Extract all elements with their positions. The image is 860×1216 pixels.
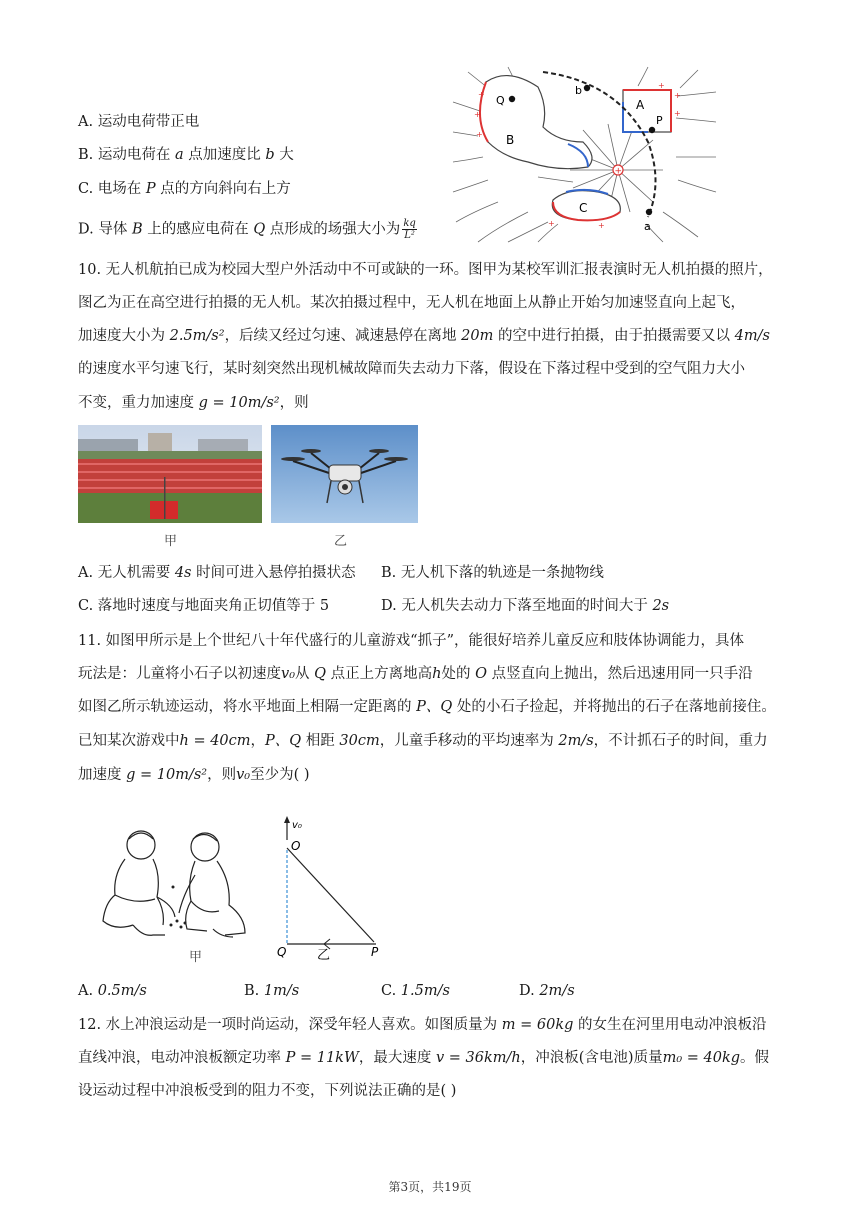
q9-option-a: A. 运动电荷带正电 bbox=[78, 114, 200, 130]
fig-label-A: A bbox=[636, 98, 645, 112]
q10-option-a: A. 无人机需要 4s 时间可进入悬停拍摄状态 bbox=[78, 565, 356, 581]
q11-option-b: B. 1m/s bbox=[244, 983, 300, 999]
fig-label-P: P bbox=[656, 114, 663, 127]
fig-caption-yi: 乙 bbox=[317, 948, 331, 960]
q11-figure-yi bbox=[272, 812, 392, 960]
q10-option-d: D. 无人机失去动力下落至地面的时间大于 2s bbox=[381, 598, 670, 614]
q10-option-c: C. 落地时速度与地面夹角正切值等于 5 bbox=[78, 598, 330, 614]
q10-photo-jia bbox=[78, 425, 262, 523]
fig-label-b: b bbox=[575, 84, 582, 97]
q9-fraction: $\frac{kq}{\text{L²}}$ bbox=[403, 218, 416, 241]
q9-electric-field-figure bbox=[448, 62, 720, 246]
fig-label-Q: Q bbox=[277, 945, 287, 959]
q11-option-d: D. 2m/s bbox=[519, 983, 575, 999]
q11-stem-line-2: 玩法是：儿童将小石子以初速度v₀从 Q 点正上方离地高h处的 O 点竖直向上抛出，然后迅速用同一只手沿 bbox=[78, 666, 753, 682]
q12-stem-line-2: 直线冲浪，电动冲浪板额定功率 P = 11kW，最大速度 v = 36km/h，冲浪板(含电池)质量m₀ = 40kg。假 bbox=[78, 1050, 770, 1066]
fig-label-B: B bbox=[506, 133, 515, 147]
fig-label-v0: v₀ bbox=[292, 820, 302, 831]
q10-caption-jia: 甲 bbox=[164, 534, 178, 549]
page-footer: 第3页，共19页 bbox=[388, 1180, 472, 1194]
q9-option-c: C. 电场在 P 点的方向斜向右上方 bbox=[78, 181, 291, 197]
q11-stem-line-1: 11. 如图甲所示是上个世纪八十年代盛行的儿童游戏“抓子”，能很好培养儿童反应和肢体协调能力，具体 bbox=[78, 633, 744, 649]
q10-caption-yi: 乙 bbox=[334, 534, 348, 549]
q9-option-d: D. 导体 B 上的感应电荷在 Q 点形成的场强大小为 $\frac{kq}{\text{L²}}$ bbox=[78, 218, 416, 241]
svg-text:+: + bbox=[674, 109, 681, 118]
svg-text:+: + bbox=[674, 91, 681, 100]
q10-stem-line-3: 加速度大小为 2.5m/s²，后续又经过匀速、减速悬停在离地 20m 的空中进行拍摄，由于拍摄需要又以 4m/s bbox=[78, 328, 770, 344]
svg-text:+: + bbox=[658, 81, 665, 90]
fig-label-P: P bbox=[371, 945, 379, 959]
q10-stem-line-5: 不变，重力加速度 g = 10m/s²，则 bbox=[78, 395, 309, 411]
q11-option-a: A. 0.5m/s bbox=[78, 983, 147, 999]
q11-stem-line-4: 已知某次游戏中h = 40cm，P、Q 相距 30cm，儿童手移动的平均速率为 2m/s，不计抓石子的时间，重力 bbox=[78, 733, 768, 749]
q11-stem-line-5: 加速度 g = 10m/s²，则v₀至少为( ) bbox=[78, 767, 310, 783]
svg-text:+: + bbox=[476, 130, 483, 139]
svg-text:+: + bbox=[478, 90, 485, 99]
svg-text:+: + bbox=[614, 166, 623, 177]
q10-photo-yi bbox=[271, 425, 418, 523]
q10-option-b: B. 无人机下落的轨迹是一条抛物线 bbox=[381, 565, 604, 581]
fig-label-Q: Q bbox=[496, 94, 505, 107]
q12-stem-line-1: 12. 水上冲浪运动是一项时尚运动，深受年轻人喜欢。如图质量为 m = 60kg 的女生在河里用电动冲浪板沿 bbox=[78, 1017, 767, 1033]
q10-stem-line-1: 10. 无人机航拍已成为校园大型户外活动中不可或缺的一环。图甲为某校军训汇报表演时无人机拍摄的照片， bbox=[78, 262, 773, 278]
q11-option-c: C. 1.5m/s bbox=[381, 983, 450, 999]
svg-text:+: + bbox=[598, 221, 605, 230]
q10-stem-line-4: 的速度水平匀速飞行，某时刻突然出现机械故障而失去动力下落，假设在下落过程中受到的空气阻力大小 bbox=[78, 361, 745, 377]
fig-label-a: a bbox=[644, 220, 651, 233]
svg-text:+: + bbox=[548, 219, 555, 228]
q11-stem-line-3: 如图乙所示轨迹运动，将水平地面上相隔一定距离的 P、Q 处的小石子捡起，并将抛出的石子在落地前接住。 bbox=[78, 699, 776, 715]
q12-stem-line-3: 设运动过程中冲浪板受到的阻力不变，下列说法正确的是( ) bbox=[78, 1083, 457, 1099]
fig-label-C: C bbox=[579, 201, 588, 215]
q11-figure-jia bbox=[95, 825, 265, 947]
svg-text:+: + bbox=[474, 110, 481, 119]
q9-option-b: B. 运动电荷在 a 点加速度比 b 大 bbox=[78, 147, 294, 163]
q11-caption-jia: 甲 bbox=[189, 950, 203, 965]
fig-label-O: O bbox=[291, 839, 301, 853]
q10-stem-line-2: 图乙为正在高空进行拍摄的无人机。某次拍摄过程中，无人机在地面上从静止开始匀加速竖直向上起飞， bbox=[78, 295, 745, 311]
